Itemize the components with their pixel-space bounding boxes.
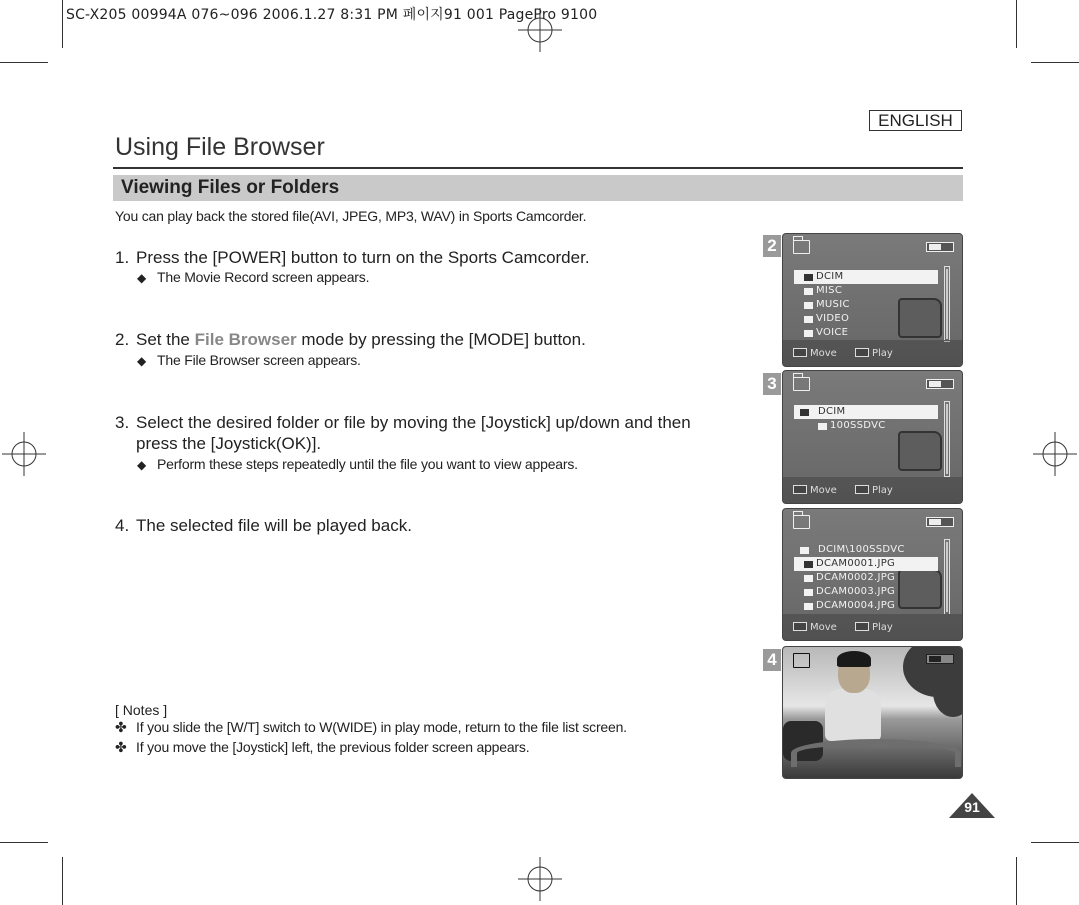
cross-bullet-icon: ✤ — [115, 739, 127, 755]
joystick-icon — [793, 485, 807, 494]
print-registration-text: SC-X205 00994A 076~096 2006.1.27 8:31 PM 페이지91 001 PagePro 9100 — [66, 7, 598, 23]
list-item[interactable]: DCIM — [794, 270, 938, 284]
mode-highlight: File Browser — [194, 330, 297, 349]
step-badge: 4 — [763, 649, 781, 671]
notes-heading: [ Notes ] — [115, 702, 168, 718]
step-result-text: The Movie Record screen appears. — [157, 269, 370, 285]
language-badge: ENGLISH — [869, 110, 962, 131]
step-3-result — [137, 456, 578, 472]
page-number-text: 91 — [964, 799, 980, 815]
crop-mark — [0, 62, 48, 63]
ok-icon — [855, 622, 869, 631]
step-result-text: The File Browser screen appears. — [157, 352, 361, 368]
move-hint: Move — [793, 348, 837, 359]
open-folder-icon — [800, 409, 809, 416]
play-hint: Play — [855, 348, 893, 359]
diamond-bullet-icon: ◆ — [137, 271, 147, 285]
file-browser-files-screen — [782, 508, 963, 641]
step-number: 2. — [115, 330, 130, 349]
handlebar-shape — [791, 739, 961, 767]
crop-mark — [1016, 0, 1017, 48]
step-text: Press the [POWER] button to turn on the Sports Camcorder. — [136, 248, 590, 267]
step-number: 4. — [115, 516, 130, 535]
crop-mark — [1031, 62, 1079, 63]
registration-mark-icon — [2, 432, 46, 476]
folder-icon — [818, 423, 827, 430]
step-4 — [115, 515, 412, 536]
joystick-icon — [793, 348, 807, 357]
move-hint: Move — [793, 485, 837, 496]
folder-icon — [804, 316, 813, 323]
file-browser-dcim-screen — [782, 370, 963, 504]
step-2 — [115, 329, 586, 350]
play-hint: Play — [855, 622, 893, 633]
registration-mark-icon — [518, 857, 562, 901]
diamond-bullet-icon: ◆ — [137, 458, 147, 472]
crop-mark — [62, 857, 63, 905]
step-number: 1. — [115, 248, 130, 267]
crop-mark — [0, 842, 48, 843]
play-hint: Play — [855, 485, 893, 496]
ok-icon — [855, 348, 869, 357]
registration-mark-icon — [518, 8, 562, 52]
page-number — [949, 793, 995, 818]
list-item[interactable]: 100SSDVC — [794, 419, 938, 433]
crop-mark — [1031, 842, 1079, 843]
memory-icon — [926, 654, 954, 664]
memory-icon — [926, 517, 954, 527]
list-item[interactable]: MUSIC — [794, 298, 938, 312]
folder-icon — [804, 302, 813, 309]
list-item[interactable]: VOICE — [794, 326, 938, 340]
step-2-result — [137, 352, 361, 368]
intro-text: You can play back the stored file(AVI, JPEG, MP3, WAV) in Sports Camcorder. — [115, 208, 587, 224]
child-hair-shape — [837, 651, 871, 667]
file-browser-root-screen — [782, 233, 963, 367]
child-body-shape — [825, 689, 881, 741]
registration-mark-icon — [1033, 432, 1077, 476]
tree-shape — [933, 667, 963, 717]
step-badge: 2 — [763, 235, 781, 257]
ok-icon — [855, 485, 869, 494]
scrollbar[interactable] — [944, 539, 950, 615]
cross-bullet-icon: ✤ — [115, 719, 127, 735]
open-folder-icon — [800, 547, 809, 554]
photo-file-icon — [804, 575, 813, 582]
folder-list — [794, 405, 938, 433]
note-item — [115, 739, 529, 756]
step-text: The selected file will be played back. — [136, 516, 412, 535]
folder-mode-icon — [793, 377, 810, 391]
folder-list — [794, 270, 938, 340]
crop-mark — [1016, 857, 1017, 905]
section-header — [113, 175, 963, 201]
large-folder-icon — [898, 431, 942, 471]
page-title: Using File Browser — [115, 133, 325, 161]
step-text: mode by pressing the [MODE] button. — [296, 330, 586, 349]
step-3 — [115, 412, 691, 454]
step-badge: 3 — [763, 373, 781, 395]
folder-mode-icon — [793, 515, 810, 529]
list-item[interactable]: DCAM0002.JPG — [794, 571, 938, 585]
title-divider — [113, 167, 963, 169]
scrollbar[interactable] — [944, 266, 950, 342]
list-item[interactable]: DCAM0001.JPG — [794, 557, 938, 571]
folder-mode-icon — [793, 240, 810, 254]
step-text: Select the desired folder or file by moving the [Joystick] up/down and then — [136, 413, 691, 432]
memory-icon — [926, 379, 954, 389]
playback-photo — [782, 646, 963, 779]
folder-icon — [804, 330, 813, 337]
note-item — [115, 719, 627, 736]
list-item[interactable]: DCAM0004.JPG — [794, 599, 938, 613]
parent-folder[interactable]: DCIM — [794, 405, 938, 419]
step-1-result — [137, 269, 369, 285]
crop-mark — [62, 0, 63, 48]
scrollbar[interactable] — [944, 401, 950, 477]
parent-folder[interactable]: DCIM\100SSDVC — [794, 543, 938, 557]
photo-file-icon — [804, 603, 813, 610]
screen-footer — [783, 340, 962, 366]
note-text: If you slide the [W/T] switch to W(WIDE) in play mode, return to the file list screen. — [136, 719, 627, 735]
list-item[interactable]: MISC — [794, 284, 938, 298]
file-list — [794, 543, 938, 613]
move-hint: Move — [793, 622, 837, 633]
screen-footer — [783, 477, 962, 503]
step-number: 3. — [115, 413, 130, 432]
step-text-continued: press the [Joystick(OK)]. — [136, 434, 322, 453]
list-item[interactable]: VIDEO — [794, 312, 938, 326]
photo-file-icon — [804, 589, 813, 596]
screen-footer — [783, 614, 962, 640]
photo-file-icon — [804, 561, 813, 568]
joystick-icon — [793, 622, 807, 631]
playback-mode-icon — [793, 653, 810, 668]
step-result-text: Perform these steps repeatedly until the file you want to view appears. — [157, 456, 578, 472]
memory-icon — [926, 242, 954, 252]
diamond-bullet-icon: ◆ — [137, 354, 147, 368]
note-text: If you move the [Joystick] left, the previous folder screen appears. — [136, 739, 530, 755]
list-item[interactable]: DCAM0003.JPG — [794, 585, 938, 599]
step-1 — [115, 247, 590, 268]
folder-icon — [804, 274, 813, 281]
section-title: Viewing Files or Folders — [121, 177, 340, 198]
step-text: Set the — [136, 330, 195, 349]
folder-icon — [804, 288, 813, 295]
